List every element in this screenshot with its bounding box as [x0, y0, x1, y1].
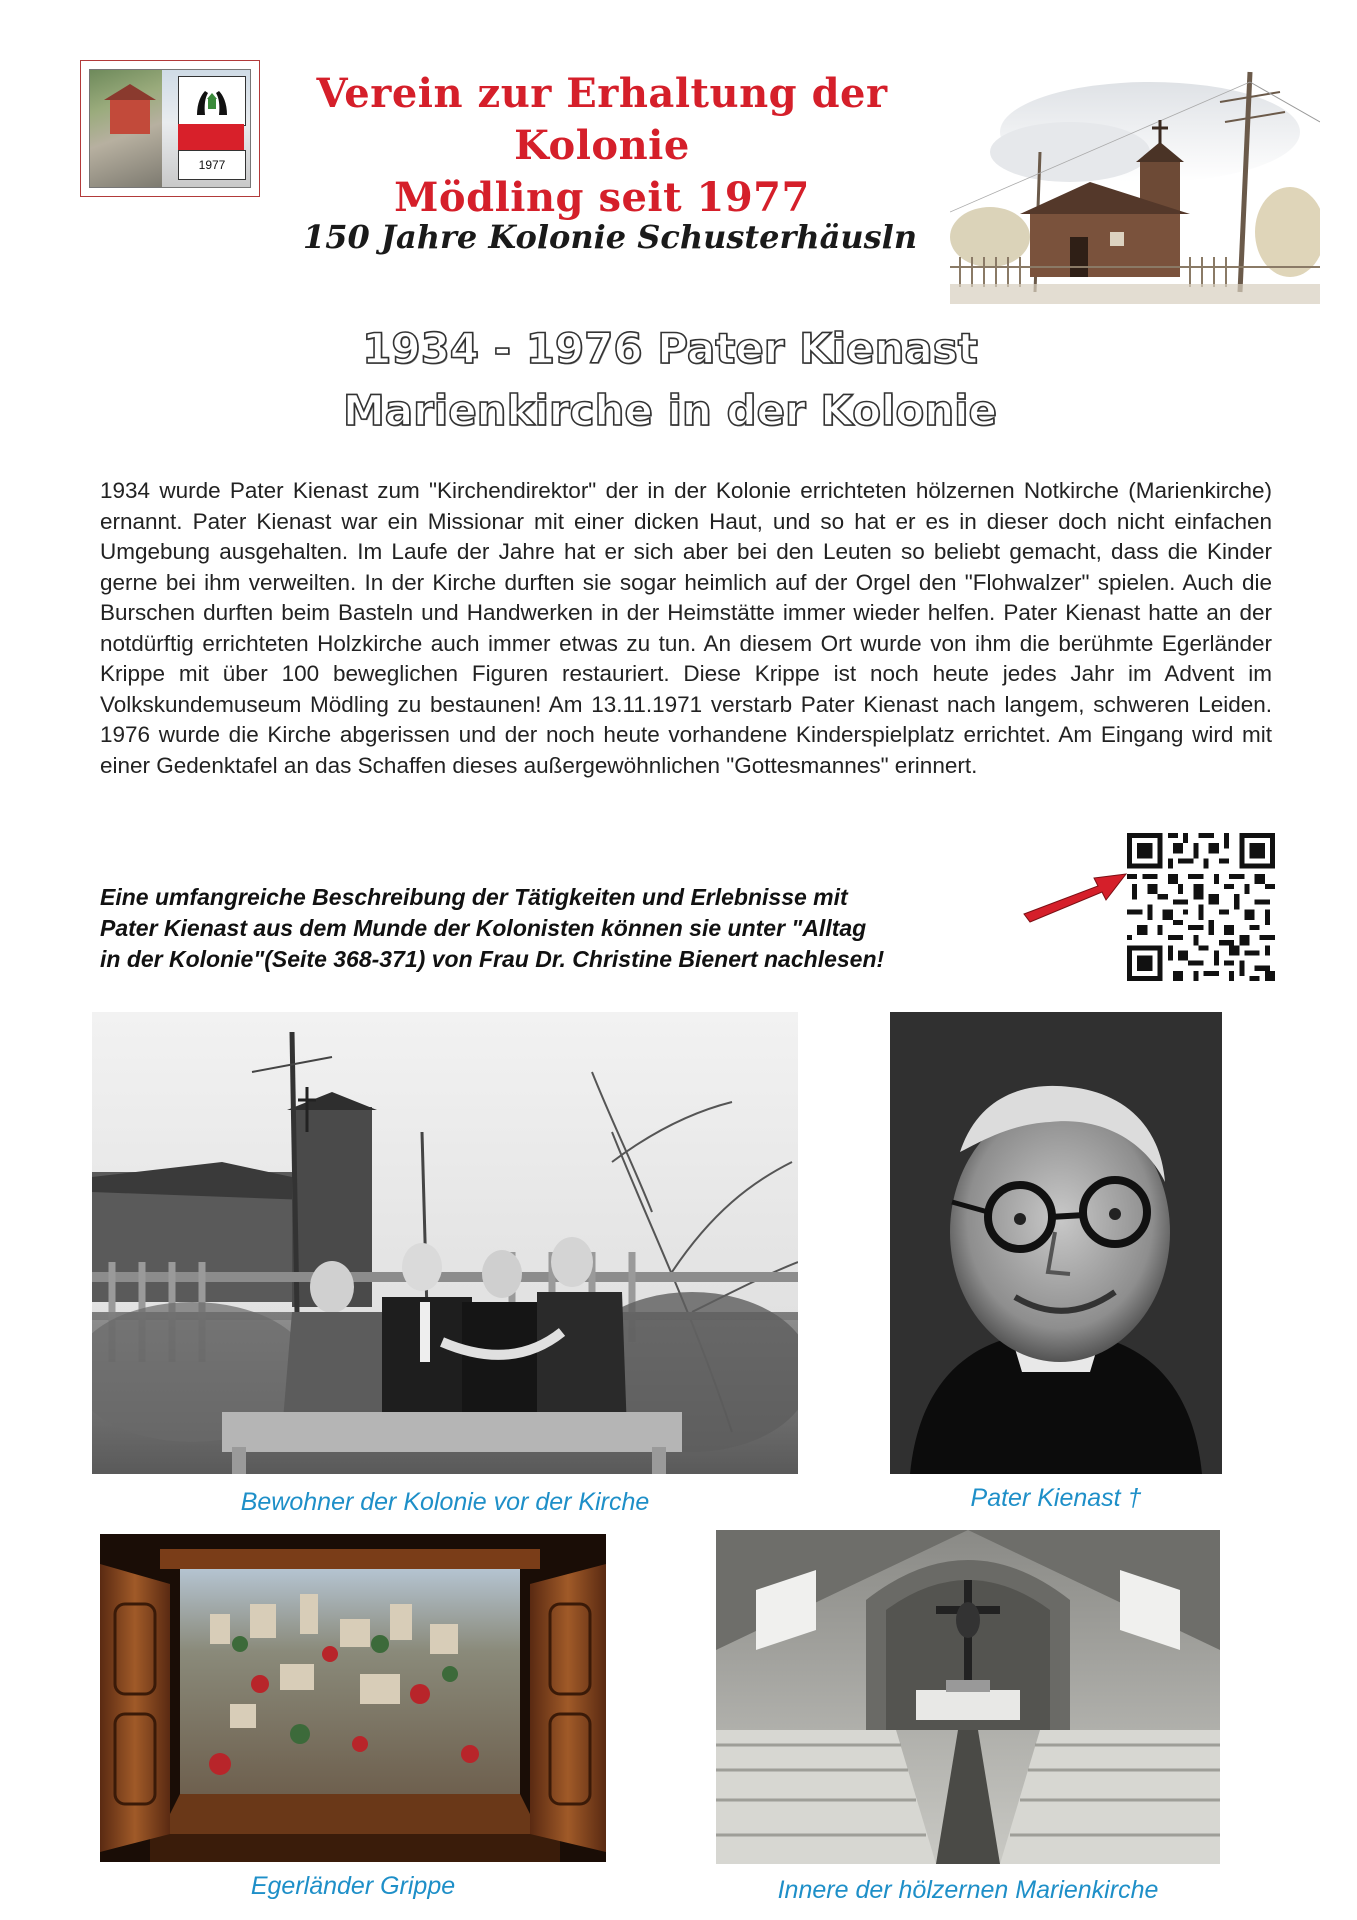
logo-year: 1977 — [178, 150, 246, 180]
caption-residents: Bewohner der Kolonie vor der Kirche — [240, 1488, 650, 1516]
headline-line1: 1934 - 1976 Pater Kienast — [362, 324, 978, 373]
page-headline — [220, 318, 1120, 442]
anniversary-subtitle: 150 Jahre Kolonie Schusterhäusln — [302, 218, 918, 256]
photo-church-interior — [716, 1530, 1220, 1864]
photo-residents-before-church — [92, 1012, 798, 1474]
church-sketch-illustration — [950, 62, 1320, 304]
hands-icon — [193, 85, 231, 119]
note-line1: Eine umfangreiche Beschreibung der Tätigkeiten und Erlebnisse mit — [100, 884, 848, 910]
headline-line2: Marienkirche in der Kolonie — [342, 386, 998, 435]
association-title — [262, 68, 942, 224]
note-line2: Pater Kienast aus dem Munde der Kolonisten können sie unter "Alltag — [100, 915, 867, 941]
caption-crib: Egerländer Grippe — [250, 1872, 456, 1900]
reference-note — [100, 882, 1040, 975]
association-logo — [80, 60, 260, 197]
logo-street-photo — [90, 70, 162, 187]
association-title-line2: Mödling seit 1977 — [394, 174, 810, 221]
logo-emblem — [178, 76, 244, 181]
note-line3: in der Kolonie"(Seite 368-371) von Frau Dr. Christine Bienert nachlesen! — [100, 946, 885, 972]
caption-pater: Pater Kienast † — [970, 1484, 1142, 1512]
article-body: 1934 wurde Pater Kienast zum "Kirchendirektor" der in der Kolonie errichteten hölzernen Notkirche (Marienkirche) ernannt. Pater Kienast war ein Missionar mit einer dicken Haut, und so hat er es in dieser doch nicht einfachen Umgebung ausgehalten. Im Laufe der Jahre hat er sich aber bei den Leuten so beliebt gemacht, dass die Kinder gerne bei ihm verweilten. In der Kirche durften sie sogar heimlich auf der Orgel den "Flohwalzer" spielen. Auch die Burschen durften beim Basteln und Handwerken in der Heimstätte immer wieder helfen. Pater Kienast hatte an der notdürftig errichteten Holzkirche auch immer etwas zu tun. An diesem Ort wurde von ihm die berühmte Egerländer Krippe mit über 100 beweglichen Figuren restauriert. Diese Krippe ist noch heute jedes Jahr im Advent im Volkskundemuseum Mödling zu bestaunen! Am 13.11.1971 verstarb Pater Kienast nach langem, schweren Leiden. 1976 wurde die Kirche abgerissen und der noch heute vorhandene Kinderspielplatz errichtet. Am Eingang wird mit einer Gedenktafel an das Schaffen dieses außergewöhnlichen "Gottesmannes" erinnert. — [100, 478, 1272, 778]
qr-code-icon[interactable] — [1127, 833, 1275, 981]
photo-egerlaender-crib — [100, 1534, 606, 1862]
caption-interior: Innere der hölzernen Marienkirche — [777, 1876, 1159, 1904]
photo-pater-kienast-portrait — [890, 1012, 1222, 1474]
red-arrow-icon — [1020, 866, 1130, 926]
association-title-line1: Verein zur Erhaltung der Kolonie — [316, 70, 888, 169]
